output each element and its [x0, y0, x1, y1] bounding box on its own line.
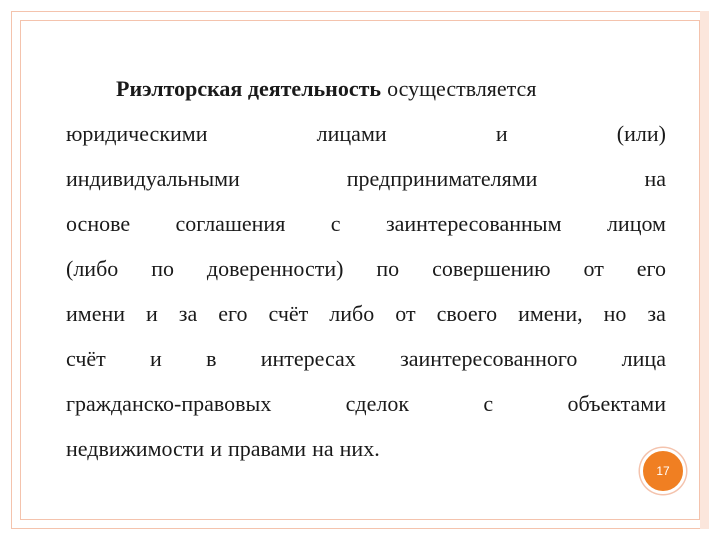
word: счёт — [268, 301, 309, 326]
paragraph-line — [66, 381, 666, 426]
word: от — [395, 301, 416, 326]
word: лицом — [606, 211, 666, 236]
body-paragraph — [66, 66, 666, 471]
paragraph-line — [66, 291, 666, 336]
word: доверенности) — [206, 256, 344, 281]
word: в — [206, 346, 217, 371]
word: с — [330, 211, 341, 236]
word: гражданско-правовых — [66, 391, 272, 416]
word: его — [218, 301, 248, 326]
word: либо — [329, 301, 375, 326]
word: недвижимости — [66, 436, 205, 461]
word: имени — [66, 301, 126, 326]
word: за — [647, 301, 666, 326]
word: правами — [227, 436, 307, 461]
word: с — [483, 391, 494, 416]
word: на — [644, 166, 666, 191]
word: лицами — [316, 121, 387, 146]
word: на — [312, 436, 334, 461]
word: соглашения — [175, 211, 286, 236]
page-number-badge: 17 — [640, 448, 686, 494]
word: от — [583, 256, 604, 281]
word: заинтересованного — [400, 346, 578, 371]
word: своего — [436, 301, 498, 326]
word: совершению — [432, 256, 551, 281]
word: и — [146, 301, 158, 326]
word: по — [376, 256, 400, 281]
word: интересах — [260, 346, 356, 371]
bold-term: Риэлторская деятельность — [116, 76, 382, 101]
paragraph-line — [66, 111, 666, 156]
paragraph-line — [66, 201, 666, 246]
word: его — [636, 256, 666, 281]
word: заинтересованным — [385, 211, 562, 236]
word: имени, — [518, 301, 583, 326]
paragraph-line — [66, 426, 666, 471]
word: и — [210, 436, 222, 461]
word: предпринимателями — [346, 166, 538, 191]
word: за — [178, 301, 198, 326]
paragraph-line — [66, 66, 666, 111]
word: индивидуальными — [66, 166, 240, 191]
word: объектами — [567, 391, 666, 416]
word: осуществляется — [387, 76, 537, 101]
word: но — [603, 301, 627, 326]
word: основе — [66, 211, 131, 236]
word: (или) — [616, 121, 666, 146]
word: юридическими — [66, 121, 208, 146]
word: и — [150, 346, 162, 371]
word: счёт — [66, 346, 106, 371]
paragraph-line — [66, 336, 666, 381]
word: по — [151, 256, 174, 281]
word: них. — [339, 436, 380, 461]
word: и — [495, 121, 508, 146]
word: сделок — [345, 391, 410, 416]
paragraph-line — [66, 156, 666, 201]
word: (либо — [66, 256, 119, 281]
word: лица — [621, 346, 666, 371]
slide-side-band — [700, 11, 709, 529]
paragraph-line — [66, 246, 666, 291]
